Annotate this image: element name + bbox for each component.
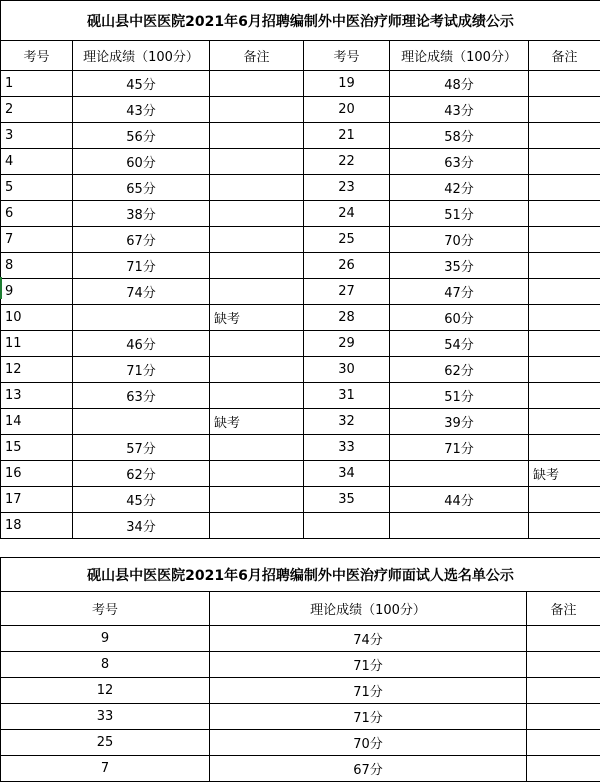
left-note-cell [210, 461, 304, 487]
left-note-cell [210, 227, 304, 253]
left-score-cell: 62分 [73, 461, 210, 487]
table-row [1, 730, 600, 756]
right-id-cell [304, 513, 390, 539]
right-note-cell [529, 383, 600, 409]
right-note-cell [529, 175, 600, 201]
left-id-cell: 16 [1, 461, 73, 487]
left-score-cell: 63分 [73, 383, 210, 409]
table-row [1, 513, 600, 539]
id-cell: 9 [1, 626, 210, 652]
right-note-cell [529, 97, 600, 123]
table1-title: 砚山县中医医院2021年6月招聘编制外中医治疗师理论考试成绩公示 [1, 1, 600, 41]
id-cell: 7 [1, 756, 210, 782]
left-note-cell [210, 175, 304, 201]
right-id-cell: 27 [304, 279, 390, 305]
table-row [1, 149, 600, 175]
note-cell [527, 678, 600, 704]
left-id-cell: 3 [1, 123, 73, 149]
right-score-cell: 44分 [390, 487, 529, 513]
table-row [1, 331, 600, 357]
left-id-cell: 1 [1, 71, 73, 97]
right-id-cell: 28 [304, 305, 390, 331]
right-score-cell [390, 461, 529, 487]
left-note-cell [210, 201, 304, 227]
right-note-cell [529, 305, 600, 331]
left-score-cell: 60分 [73, 149, 210, 175]
table-row [1, 756, 600, 782]
score-cell: 71分 [210, 678, 527, 704]
right-id-cell: 30 [304, 357, 390, 383]
right-score-cell: 62分 [390, 357, 529, 383]
score-cell: 70分 [210, 730, 527, 756]
left-id-cell: 12 [1, 357, 73, 383]
left-id-cell: 13 [1, 383, 73, 409]
right-note-cell [529, 435, 600, 461]
table-row [1, 227, 600, 253]
table-row [1, 253, 600, 279]
right-note-cell [529, 487, 600, 513]
id-cell: 12 [1, 678, 210, 704]
left-note-cell [210, 435, 304, 461]
right-score-cell: 71分 [390, 435, 529, 461]
right-id-cell: 33 [304, 435, 390, 461]
left-note-cell [210, 279, 304, 305]
right-score-cell: 51分 [390, 383, 529, 409]
left-score-cell: 34分 [73, 513, 210, 539]
left-note-cell [210, 71, 304, 97]
left-note-cell: 缺考 [210, 409, 304, 435]
right-note-cell [529, 357, 600, 383]
left-score-cell: 56分 [73, 123, 210, 149]
right-score-cell: 39分 [390, 409, 529, 435]
left-score-cell: 65分 [73, 175, 210, 201]
table-row [1, 626, 600, 652]
left-note-cell [210, 123, 304, 149]
right-note-cell: 缺考 [529, 461, 600, 487]
note-cell [527, 756, 600, 782]
left-id-cell: 5 [1, 175, 73, 201]
id-cell: 33 [1, 704, 210, 730]
table-row [1, 435, 600, 461]
table-row [1, 383, 600, 409]
left-score-cell: 45分 [73, 487, 210, 513]
right-note-cell [529, 513, 600, 539]
left-score-cell: 74分 [73, 279, 210, 305]
left-id-cell: 17 [1, 487, 73, 513]
note-cell [527, 652, 600, 678]
table-row [1, 652, 600, 678]
left-score-cell: 45分 [73, 71, 210, 97]
table-row [1, 279, 600, 305]
note-cell [527, 704, 600, 730]
right-score-cell: 70分 [390, 227, 529, 253]
right-note-cell [529, 253, 600, 279]
left-id-cell: 14 [1, 409, 73, 435]
left-score-cell: 67分 [73, 227, 210, 253]
left-note-cell [210, 97, 304, 123]
table-row [1, 71, 600, 97]
table-row [1, 357, 600, 383]
right-id-cell: 20 [304, 97, 390, 123]
left-score-cell: 71分 [73, 357, 210, 383]
left-score-cell [73, 305, 210, 331]
right-score-cell: 63分 [390, 149, 529, 175]
right-score-cell: 58分 [390, 123, 529, 149]
interview-candidates-table [0, 557, 600, 782]
right-score-cell: 43分 [390, 97, 529, 123]
left-score-cell [73, 409, 210, 435]
left-id-cell: 11 [1, 331, 73, 357]
id-cell: 25 [1, 730, 210, 756]
left-id-cell: 7 [1, 227, 73, 253]
header-id-left: 考号 [1, 41, 73, 71]
left-note-cell [210, 513, 304, 539]
header-score-left: 理论成绩（100分） [73, 41, 210, 71]
left-id-cell: 18 [1, 513, 73, 539]
table-row [1, 97, 600, 123]
left-score-cell: 46分 [73, 331, 210, 357]
left-note-cell [210, 149, 304, 175]
left-note-cell: 缺考 [210, 305, 304, 331]
right-id-cell: 34 [304, 461, 390, 487]
selected-row-marker [0, 277, 2, 299]
left-id-cell: 10 [1, 305, 73, 331]
right-note-cell [529, 409, 600, 435]
left-note-cell [210, 331, 304, 357]
table-row [1, 305, 600, 331]
score-cell: 74分 [210, 626, 527, 652]
header-id: 考号 [1, 592, 210, 626]
header-score: 理论成绩（100分） [210, 592, 527, 626]
table-row [1, 678, 600, 704]
table2-title: 砚山县中医医院2021年6月招聘编制外中医治疗师面试人选名单公示 [1, 558, 600, 592]
left-note-cell [210, 383, 304, 409]
right-score-cell: 51分 [390, 201, 529, 227]
header-note-left: 备注 [210, 41, 304, 71]
table-row [1, 704, 600, 730]
header-score-right: 理论成绩（100分） [390, 41, 529, 71]
note-cell [527, 730, 600, 756]
left-note-cell [210, 253, 304, 279]
left-score-cell: 71分 [73, 253, 210, 279]
left-id-cell: 8 [1, 253, 73, 279]
right-id-cell: 25 [304, 227, 390, 253]
right-note-cell [529, 123, 600, 149]
note-cell [527, 626, 600, 652]
score-cell: 71分 [210, 704, 527, 730]
left-score-cell: 43分 [73, 97, 210, 123]
id-cell: 8 [1, 652, 210, 678]
right-score-cell: 47分 [390, 279, 529, 305]
left-score-cell: 38分 [73, 201, 210, 227]
right-note-cell [529, 71, 600, 97]
right-id-cell: 19 [304, 71, 390, 97]
header-id-right: 考号 [304, 41, 390, 71]
table-row [1, 175, 600, 201]
right-score-cell [390, 513, 529, 539]
table-row [1, 461, 600, 487]
right-id-cell: 23 [304, 175, 390, 201]
table-row [1, 487, 600, 513]
table-row [1, 123, 600, 149]
left-id-cell: 15 [1, 435, 73, 461]
right-note-cell [529, 331, 600, 357]
right-id-cell: 21 [304, 123, 390, 149]
right-id-cell: 22 [304, 149, 390, 175]
right-score-cell: 60分 [390, 305, 529, 331]
right-score-cell: 35分 [390, 253, 529, 279]
right-note-cell [529, 279, 600, 305]
table-row [1, 409, 600, 435]
table-row [1, 201, 600, 227]
score-cell: 67分 [210, 756, 527, 782]
right-score-cell: 48分 [390, 71, 529, 97]
right-note-cell [529, 201, 600, 227]
right-note-cell [529, 149, 600, 175]
left-id-cell: 6 [1, 201, 73, 227]
header-note: 备注 [527, 592, 600, 626]
right-note-cell [529, 227, 600, 253]
left-note-cell [210, 357, 304, 383]
right-score-cell: 42分 [390, 175, 529, 201]
right-score-cell: 54分 [390, 331, 529, 357]
right-id-cell: 29 [304, 331, 390, 357]
right-id-cell: 24 [304, 201, 390, 227]
left-note-cell [210, 487, 304, 513]
left-id-cell: 9 [1, 279, 73, 305]
left-score-cell: 57分 [73, 435, 210, 461]
left-id-cell: 2 [1, 97, 73, 123]
right-id-cell: 31 [304, 383, 390, 409]
right-id-cell: 32 [304, 409, 390, 435]
right-id-cell: 26 [304, 253, 390, 279]
left-id-cell: 4 [1, 149, 73, 175]
right-id-cell: 35 [304, 487, 390, 513]
header-note-right: 备注 [529, 41, 600, 71]
score-cell: 71分 [210, 652, 527, 678]
